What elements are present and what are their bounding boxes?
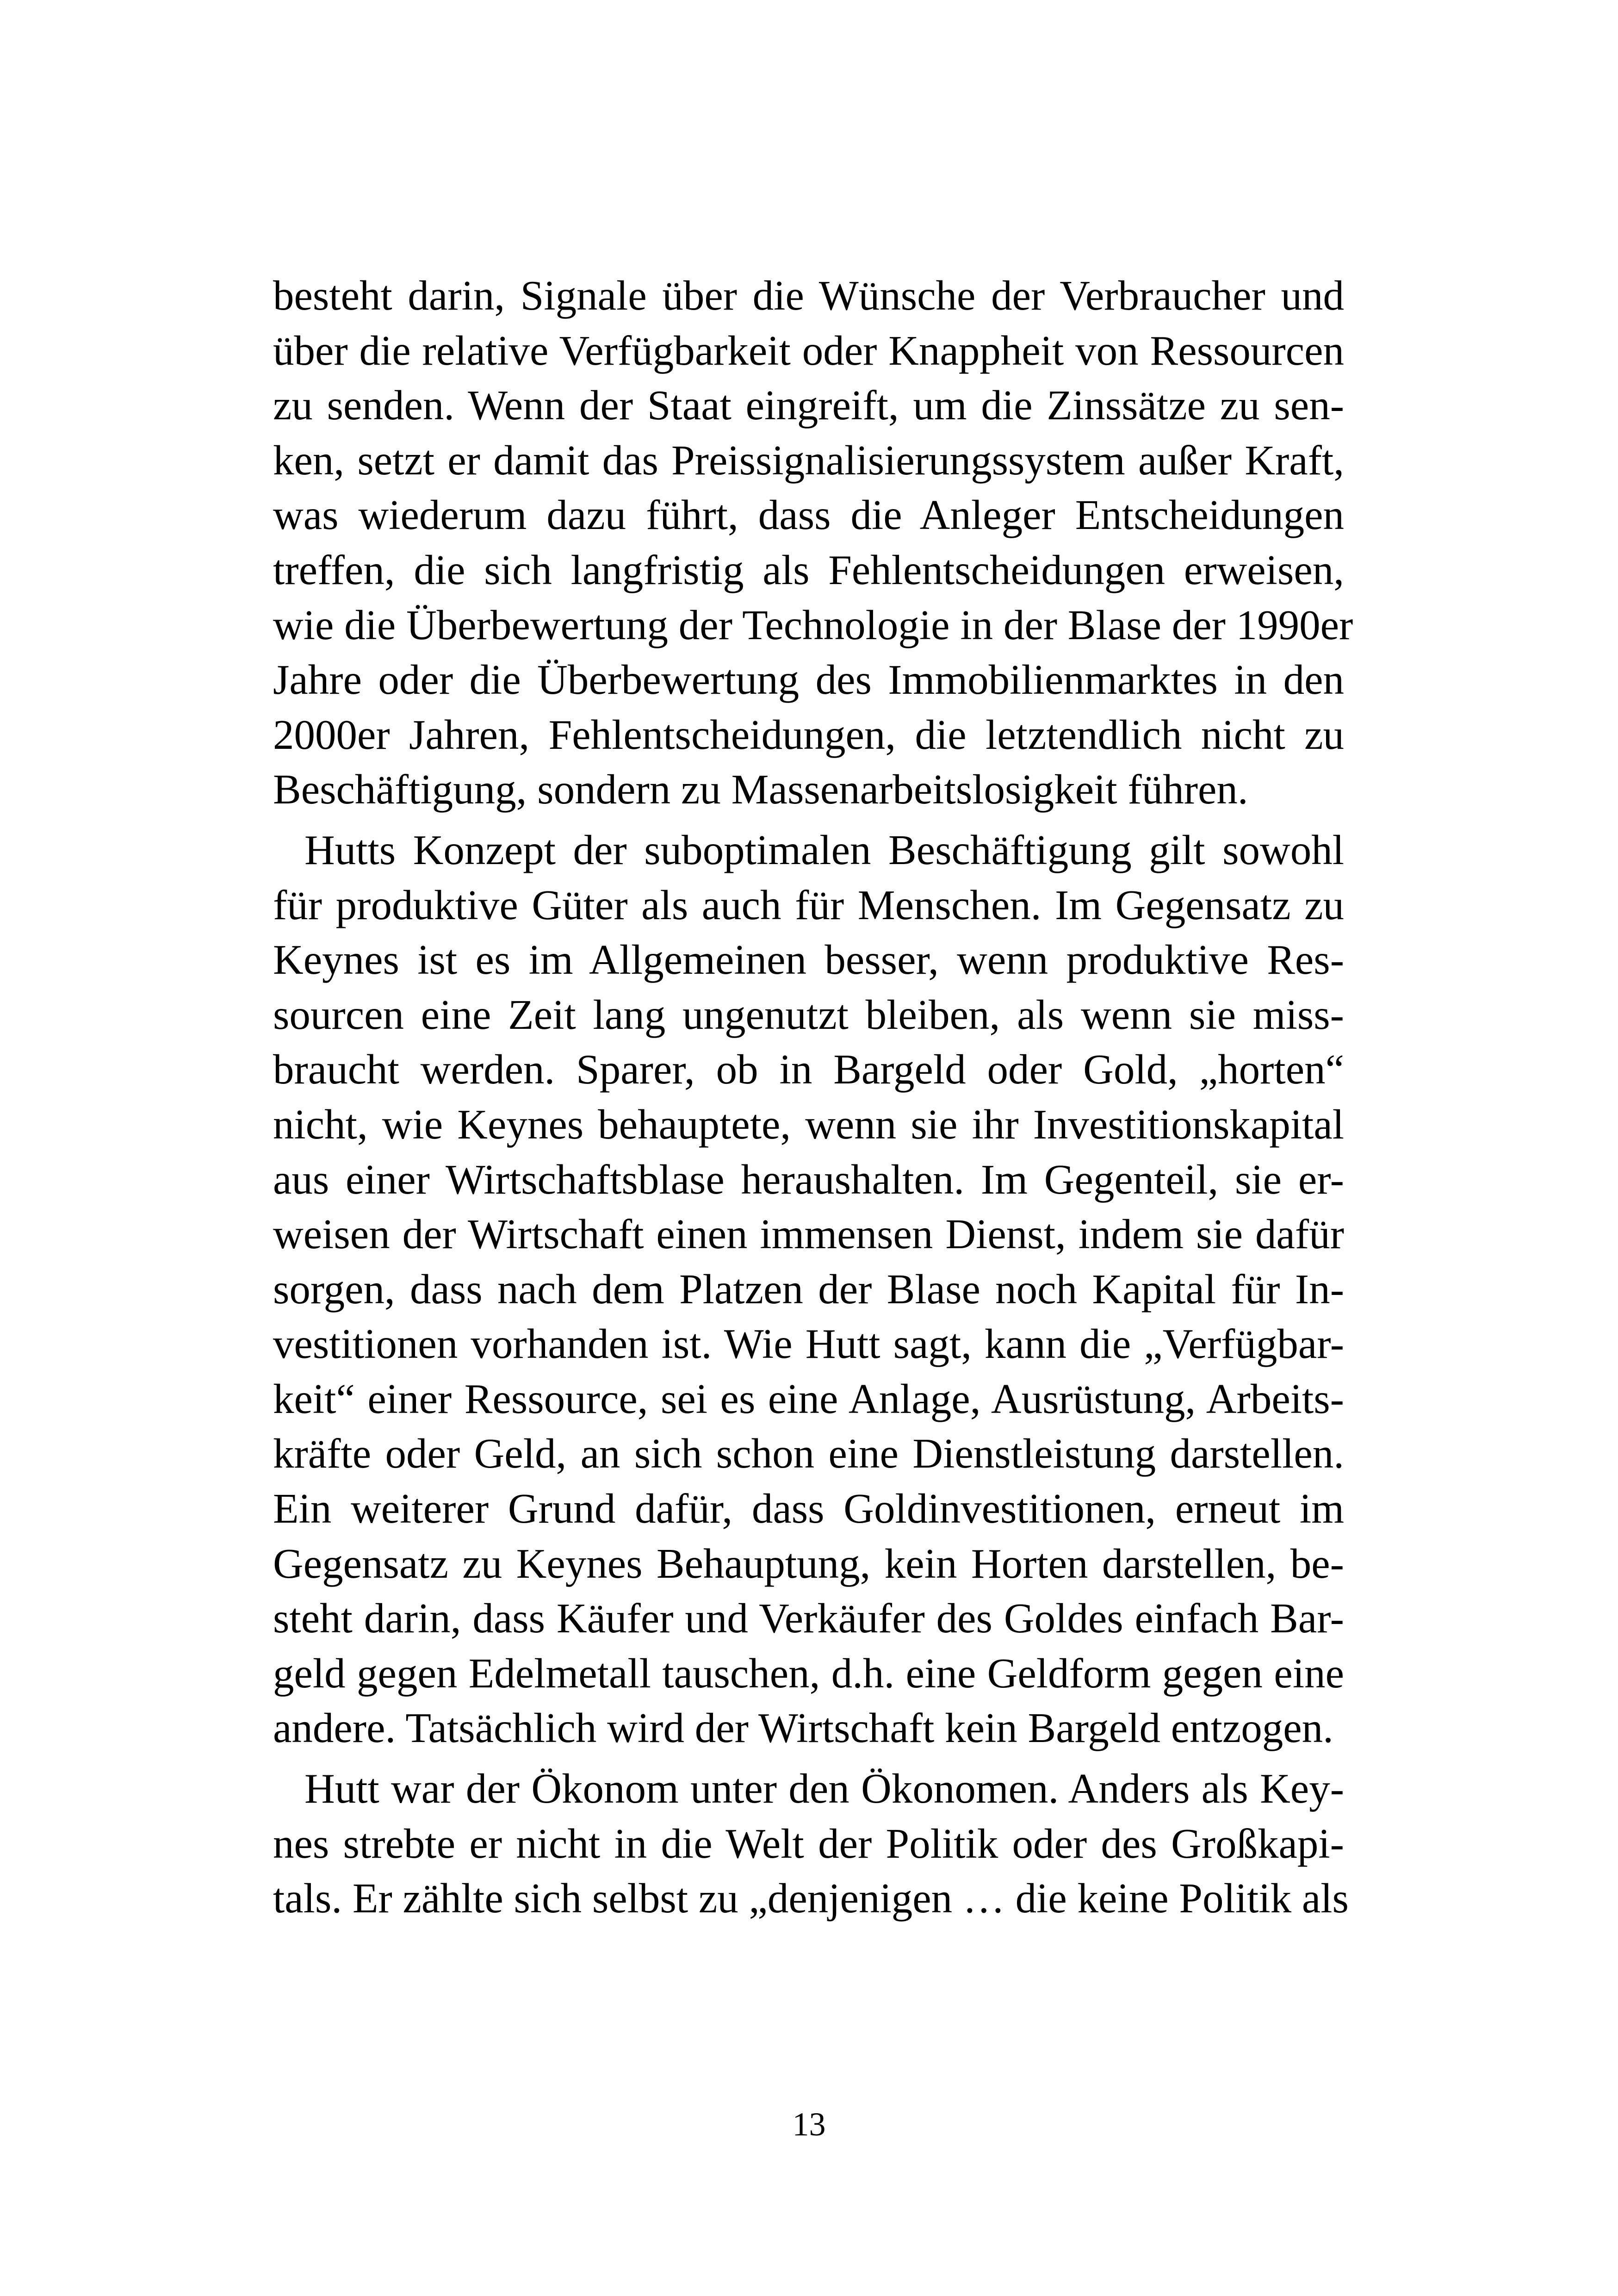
- text-line: was wiederum dazu führt, dass die Anleger Entscheidungen: [273, 492, 1344, 539]
- text-line: vestitionen vorhanden ist. Wie Hutt sagt, kann die „Verfügbar-: [273, 1320, 1344, 1368]
- text-line: tals. Er zählte sich selbst zu „denjenigen … die keine Politik als: [273, 1875, 1349, 1922]
- text-line: Keynes ist es im Allgemeinen besser, wenn produktive Res-: [273, 936, 1344, 983]
- text-line: aus einer Wirtschaftsblase heraushalten. Im Gegenteil, sie er-: [273, 1156, 1344, 1203]
- text-line: Beschäftigung, sondern zu Massenarbeitslosigkeit führen.: [273, 766, 1248, 813]
- paragraph: [273, 1761, 1349, 1926]
- text-line: andere. Tatsächlich wird der Wirtschaft kein Bargeld entzogen.: [273, 1705, 1333, 1752]
- paragraph: [273, 268, 1353, 817]
- text-line: keit“ einer Ressource, sei es eine Anlage, Ausrüstung, Arbeits-: [273, 1375, 1344, 1422]
- page-number: 13: [792, 2106, 826, 2143]
- text-line: nes strebte er nicht in die Welt der Politik oder des Großkapi-: [273, 1820, 1344, 1867]
- paragraph: [273, 823, 1344, 1756]
- text-line: für produktive Güter als auch für Menschen. Im Gegensatz zu: [273, 881, 1344, 928]
- text-line: sourcen eine Zeit lang ungenutzt bleiben, als wenn sie miss-: [273, 991, 1344, 1038]
- text-line: über die relative Verfügbarkeit oder Knappheit von Ressourcen: [273, 327, 1344, 374]
- text-line: geld gegen Edelmetall tauschen, d.h. eine Geldform gegen eine: [273, 1649, 1344, 1697]
- text-line: 2000er Jahren, Fehlentscheidungen, die letztendlich nicht zu: [273, 711, 1344, 758]
- text-line: sorgen, dass nach dem Platzen der Blase noch Kapital für In-: [273, 1265, 1344, 1313]
- text-line: braucht werden. Sparer, ob in Bargeld oder Gold, „horten“: [273, 1046, 1344, 1093]
- text-line: steht darin, dass Käufer und Verkäufer des Goldes einfach Bar-: [273, 1595, 1344, 1642]
- text-line: zu senden. Wenn der Staat eingreift, um die Zinssätze zu sen-: [273, 382, 1344, 429]
- text-line: Jahre oder die Überbewertung des Immobilienmarktes in den: [273, 656, 1344, 703]
- text-line: ken, setzt er damit das Preissignalisierungssystem außer Kraft,: [273, 436, 1344, 484]
- text-line: Gegensatz zu Keynes Behauptung, kein Horten darstellen, be-: [273, 1540, 1344, 1587]
- text-line: Hutts Konzept der suboptimalen Beschäftigung gilt sowohl: [304, 826, 1344, 873]
- text-line: wie die Überbewertung der Technologie in der Blase der 1990er: [273, 601, 1353, 648]
- text-line: Hutt war der Ökonom unter den Ökonomen. Anders als Key-: [304, 1765, 1344, 1812]
- body-text: [273, 268, 1353, 1926]
- text-line: nicht, wie Keynes behauptete, wenn sie ihr Investitionskapital: [273, 1101, 1344, 1148]
- text-line: Ein weiterer Grund dafür, dass Goldinvestitionen, erneut im: [273, 1485, 1344, 1532]
- text-line: weisen der Wirtschaft einen immensen Dienst, indem sie dafür: [273, 1211, 1344, 1258]
- text-line: treffen, die sich langfristig als Fehlentscheidungen erweisen,: [273, 546, 1344, 593]
- text-line: besteht darin, Signale über die Wünsche der Verbraucher und: [273, 272, 1344, 319]
- text-line: kräfte oder Geld, an sich schon eine Dienstleistung darstellen.: [273, 1430, 1344, 1477]
